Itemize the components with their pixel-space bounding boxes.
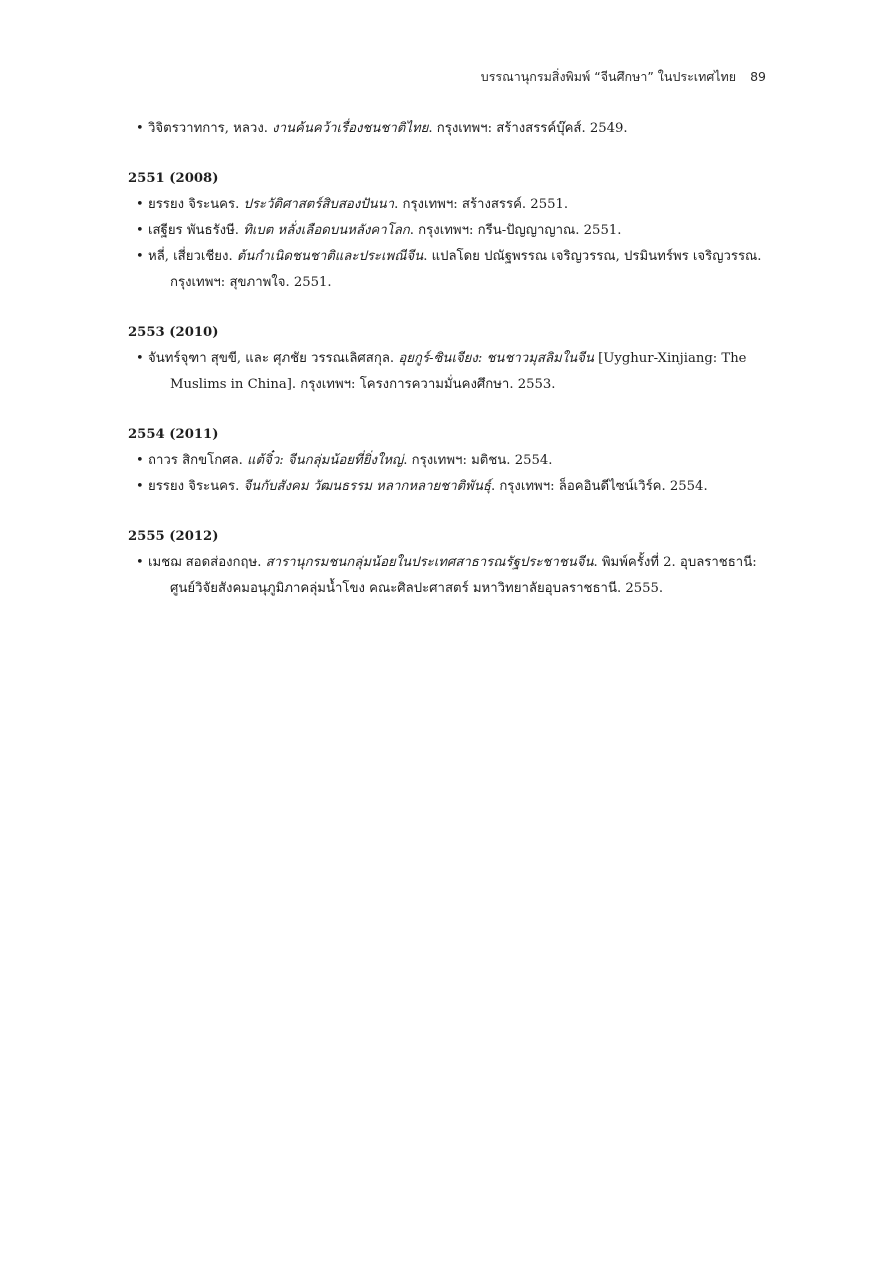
entry-list — [128, 116, 768, 142]
entry-author: จันทร์จุฑา สุขขี, และ ศุภชัย วรรณเลิศสกุล. — [148, 351, 399, 366]
entry-list — [128, 346, 768, 398]
bibliography-section-2554 — [128, 422, 768, 500]
bibliography-entry — [128, 346, 768, 398]
entry-title: อุยกูร์-ซินเจียง: ชนชาวมุสลิมในจีน — [398, 351, 594, 366]
entry-author: เมชฌ สอดส่องกฤษ. — [148, 555, 266, 570]
entry-title: สารานุกรมชนกลุ่มน้อยในประเทศสาธารณรัฐประชาชนจีน — [265, 555, 594, 570]
year-heading: 2555 (2012) — [128, 529, 219, 544]
bibliography-section-2551 — [128, 166, 768, 296]
bibliography-content — [128, 116, 768, 626]
entry-publication: . กรุงเทพฯ: สร้างสรรค์. 2551. — [394, 197, 569, 212]
entry-title: ต้นกำเนิดชนชาติและประเพณีจีน — [236, 249, 424, 264]
entry-publication: . กรุงเทพฯ: กรีน-ปัญญาญาณ. 2551. — [409, 223, 622, 238]
entry-author: วิจิตรวาทการ, หลวง. — [148, 121, 273, 136]
year-heading: 2551 (2008) — [128, 171, 219, 186]
entry-author: ยรรยง จิระนคร. — [148, 479, 244, 494]
entry-title: งานค้นคว้าเรื่องชนชาติไทย — [272, 121, 429, 136]
entry-title: ทิเบต หลั่งเลือดบนหลังคาโลก — [243, 223, 410, 238]
bibliography-section — [128, 116, 768, 142]
entry-title: ประวัติศาสตร์สิบสองปันนา — [243, 197, 395, 212]
entry-title: จีนกับสังคม วัฒนธรรม หลากหลายชาติพันธุ์ — [243, 479, 491, 494]
entry-publication: . กรุงเทพฯ: สร้างสรรค์บุ๊คส์. 2549. — [428, 121, 628, 136]
entry-author: ยรรยง จิระนคร. — [148, 197, 244, 212]
entry-author: เสฐียร พันธรังษี. — [148, 223, 244, 238]
running-header — [481, 67, 766, 87]
year-heading: 2554 (2011) — [128, 427, 219, 442]
entry-publication: . กรุงเทพฯ: มติชน. 2554. — [403, 453, 553, 468]
running-title: บรรณานุกรมสิ่งพิมพ์ “จีนศึกษา” ในประเทศไทย — [480, 69, 737, 84]
entry-author: หลี่, เสี่ยวเชียง. — [148, 249, 237, 264]
page-number: 89 — [750, 69, 766, 84]
year-heading: 2553 (2010) — [128, 325, 219, 340]
entry-list — [128, 550, 768, 602]
bibliography-entry — [128, 448, 768, 474]
bibliography-entry — [128, 550, 768, 602]
entry-publication: . แปลโดย ปณัฐพรรณ เจริญวรรณ, ปรมินทร์พร เจริญวรรณ. กรุงเทพฯ: สุขภาพใจ. 2551. — [170, 249, 762, 290]
bibliography-section-2555 — [128, 524, 768, 602]
bibliography-entry — [128, 474, 768, 500]
entry-author: ถาวร สิกขโกศล. — [148, 453, 248, 468]
entry-publication: . พิมพ์ครั้งที่ 2. อุบลราชธานี: ศูนย์วิจัยสังคมอนุภูมิภาคลุ่มน้ำโขง คณะศิลปะศาสตร์ มหาวิทยาลัยอุบลราชธานี. 2555. — [170, 555, 757, 596]
entry-publication: . กรุงเทพฯ: ล็อคอินดีไซน์เวิร์ค. 2554. — [490, 479, 708, 494]
bibliography-entry — [128, 192, 768, 218]
entry-list — [128, 448, 768, 500]
entry-title: แต้จิ๋ว: จีนกลุ่มน้อยที่ยิ่งใหญ่ — [247, 453, 404, 468]
bibliography-section-2553 — [128, 320, 768, 398]
entry-publication: [Uyghur-Xinjiang: The Muslims in China]. กรุงเทพฯ: โครงการความมั่นคงศึกษา. 2553. — [170, 351, 747, 392]
bibliography-entry — [128, 244, 768, 296]
bibliography-entry — [128, 116, 768, 142]
bibliography-entry — [128, 218, 768, 244]
entry-list — [128, 192, 768, 296]
